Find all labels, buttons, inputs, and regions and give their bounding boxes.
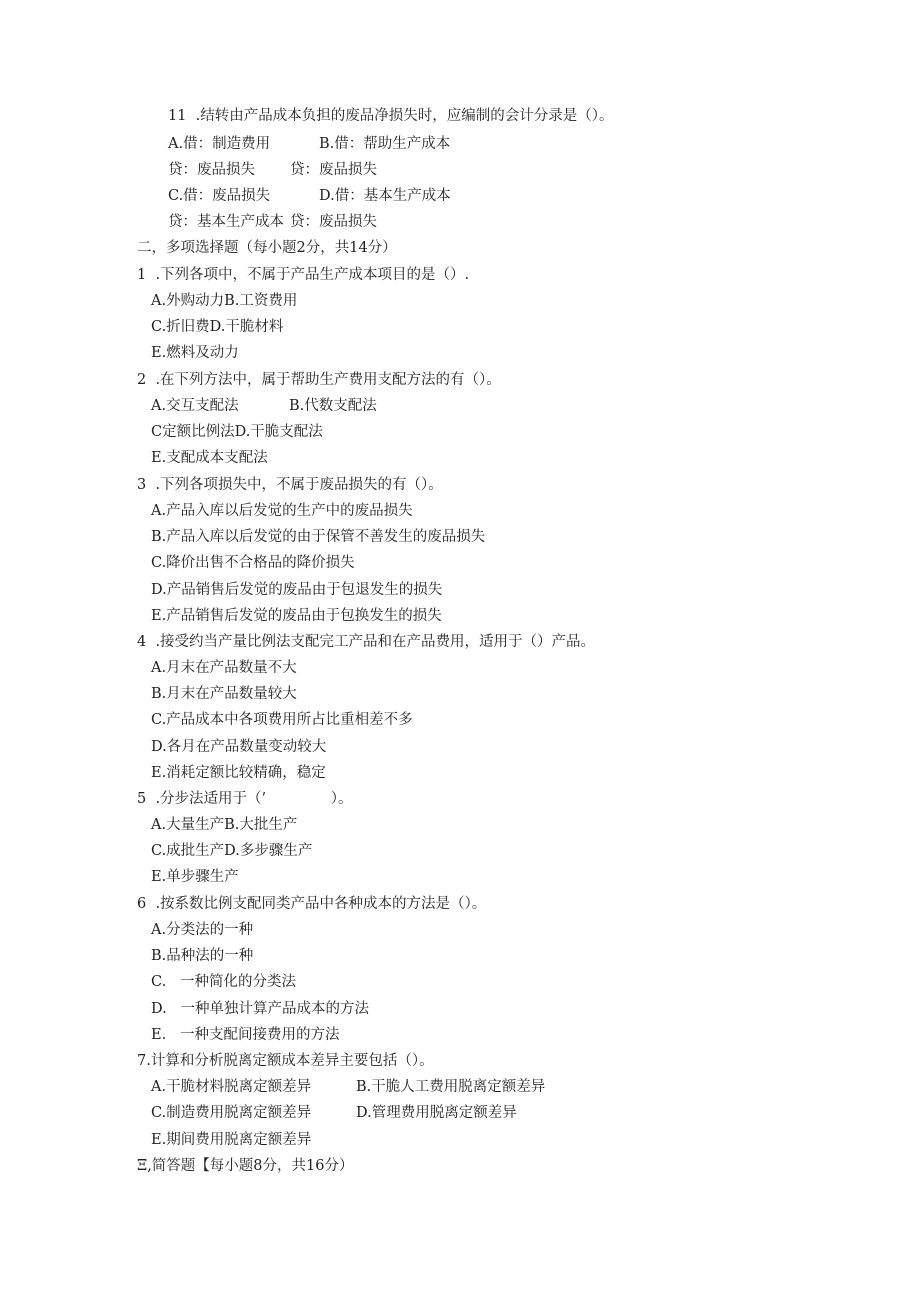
s2-q2-options-ab [0,393,377,419]
s2-q1-option-e: E.燃料及动力 [151,345,239,361]
q11-option-a-credit: 贷：废品损失 [168,162,255,178]
section-3-heading: Ξ,简答题【每小题8分，共16分） [137,1158,354,1174]
s2-q3-stem: 3 .下列各项损失中，不属于废品损失的有（）。 [137,477,443,493]
q11-option-c-debit: C.借：废品损失 [168,188,271,204]
s2-q1-options-cd: C.折旧费D.干脆材料 [151,319,284,335]
s2-q7-option-b: B.干脆人工费用脱离定额差异 [356,1079,546,1095]
s2-q1-stem: 1 .下列各项中，不属于产品生产成本项目的是（）. [137,267,470,283]
s2-q7-option-a: A.干脆材料脱离定额差异 [151,1079,312,1095]
s2-q6-option-e: E. 一种支配间接费用的方法 [151,1027,340,1043]
q11-option-b-debit: B.借：帮助生产成本 [319,136,451,152]
s2-q3-option-a: A.产品入库以后发觉的生产中的废品损失 [151,503,413,519]
s2-q4-option-b: B.月末在产品数量较大 [151,686,297,702]
q11-option-c-credit: 贷：基本生产成本 [168,214,284,230]
s2-q6-option-a: A.分类法的一种 [151,922,254,938]
s2-q7-stem: 7.计算和分析脱离定额成本差异主要包括（）。 [137,1053,434,1069]
s2-q5-options-cd: C.成批生产D.多步骤生产 [151,843,313,859]
s2-q7-options-cd [0,1100,517,1126]
s2-q6-option-d: D. 一种单独计算产品成本的方法 [151,1001,370,1017]
s2-q3-option-d: D.产品销售后发觉的废品由于包退发生的损失 [151,582,443,598]
q11-option-row-1 [0,131,451,157]
q11-option-b-credit: 贷：废品损失 [290,162,377,178]
s2-q2-options-cd: C定额比例法D.干脆支配法 [151,424,323,440]
s2-q7-option-d: D.管理费用脱离定额差异 [356,1105,517,1121]
s2-q4-option-e: E.消耗定额比较精确，稳定 [151,765,326,781]
q11-option-d-credit: 贷：废品损失 [290,214,377,230]
q11-option-row-2 [0,157,377,183]
s2-q3-option-c: C.降价出售不合格品的降价损失 [151,555,355,571]
s2-q2-option-e: E.支配成本支配法 [151,450,268,466]
q11-option-a-debit: A.借：制造费用 [168,136,271,152]
s2-q5-stem: 5 .分步法适用于（’ ）。 [137,791,353,807]
s2-q6-option-c: C. 一种简化的分类法 [151,974,297,990]
s2-q6-stem: 6 .按系数比例支配同类产品中各种成本的方法是（）。 [137,896,487,912]
q11-stem: 11 .结转由产品成本负担的废品净损失时，应编制的会计分录是（）。 [168,108,614,124]
q11-option-d-debit: D.借：基本生产成本 [319,188,451,204]
s2-q2-stem: 2 .在下列方法中，属于帮助生产费用支配方法的有（）。 [137,372,501,388]
s2-q7-option-e: E.期间费用脱离定额差异 [151,1132,312,1148]
section-2-heading: 二，多项选择题（每小题2分，共14分） [137,240,397,256]
s2-q2-option-b: B.代数支配法 [289,398,377,414]
s2-q5-option-e: E.单步骤生产 [151,869,239,885]
s2-q7-options-ab [0,1074,546,1100]
q11-option-row-4 [0,209,377,235]
s2-q1-options-ab: A.外购动力B.工资费用 [151,293,298,309]
s2-q4-option-c: C.产品成本中各项费用所占比重相差不多 [151,712,413,728]
q11-option-row-3 [0,183,451,209]
s2-q6-option-b: B.品种法的一种 [151,948,254,964]
s2-q4-stem: 4 .接受约当产量比例法支配完工产品和在产品费用，适用于（）产品。 [137,634,596,650]
s2-q4-option-a: A.月末在产品数量不大 [151,660,297,676]
s2-q3-option-b: B.产品入库以后发觉的由于保管不善发生的废品损失 [151,529,486,545]
s2-q5-options-ab: A.大量生产B.大批生产 [151,817,298,833]
s2-q4-option-d: D.各月在产品数量变动较大 [151,739,327,755]
s2-q3-option-e: E.产品销售后发觉的废品由于包换发生的损失 [151,608,442,624]
s2-q2-option-a: A.交互支配法 [151,398,239,414]
s2-q7-option-c: C.制造费用脱离定额差异 [151,1105,312,1121]
